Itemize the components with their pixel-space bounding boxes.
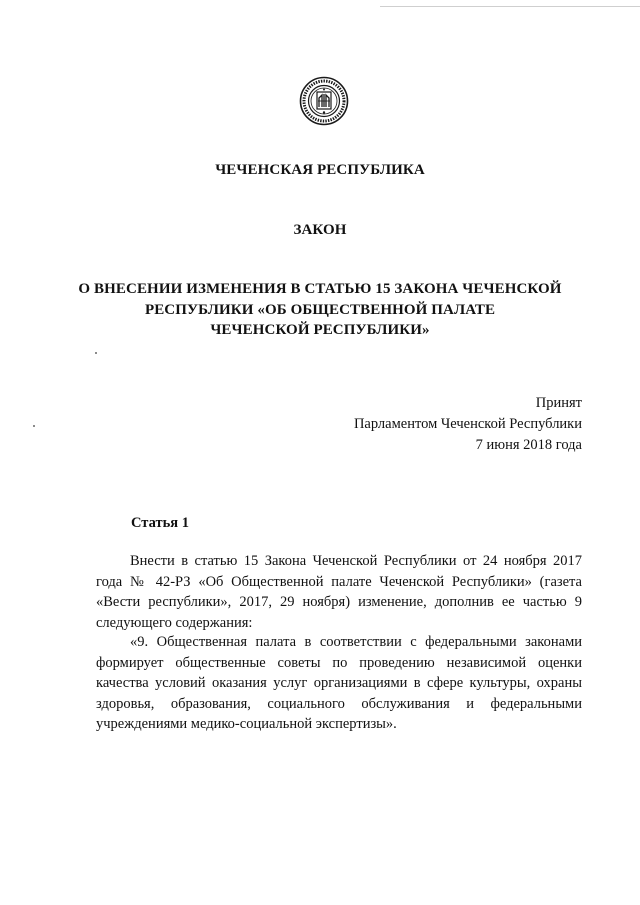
law-title-line: ЧЕЧЕНСКОЙ РЕСПУБЛИКИ» (210, 322, 430, 338)
article-paragraph: Внести в статью 15 Закона Чеченской Республики от 24 ноября 2017 года № 42-РЗ «Об Общественной палате Чеченской Республики» (газета «Вести республики», 2017, 29 ноября) изменение, дополнив ее частью 9 следующего содержания: (96, 553, 582, 631)
adoption-date: 7 июня 2018 года (475, 437, 582, 453)
scan-speck (33, 425, 35, 427)
law-title-line: О ВНЕСЕНИИ ИЗМЕНЕНИЯ В СТАТЬЮ 15 ЗАКОНА ЧЕЧЕНСКОЙ (78, 281, 562, 297)
scan-speck (95, 352, 97, 354)
republic-heading: ЧЕЧЕНСКАЯ РЕСПУБЛИКА (215, 162, 425, 178)
adoption-body: Парламентом Чеченской Республики (353, 416, 582, 432)
adoption-block (354, 393, 582, 456)
article-paragraph: «9. Общественная палата в соответствии с федеральными законами формирует общественные советы по проведению независимой оценки качества условий оказания услуг организациями в сфере культуры, охраны здоровья, образования, социального обслуживания и федеральными учреждениями медико-социальной экспертизы». (96, 634, 582, 732)
document-type-heading: ЗАКОН (293, 222, 347, 238)
law-title-line: РЕСПУБЛИКИ «ОБ ОБЩЕСТВЕННОЙ ПАЛАТЕ (144, 301, 496, 318)
scan-edge-line (380, 0, 640, 7)
coat-of-arms-emblem-icon (299, 76, 349, 126)
article-heading: Статья 1 (131, 515, 189, 531)
law-title (0, 279, 640, 341)
adoption-status: Принят (535, 395, 582, 411)
